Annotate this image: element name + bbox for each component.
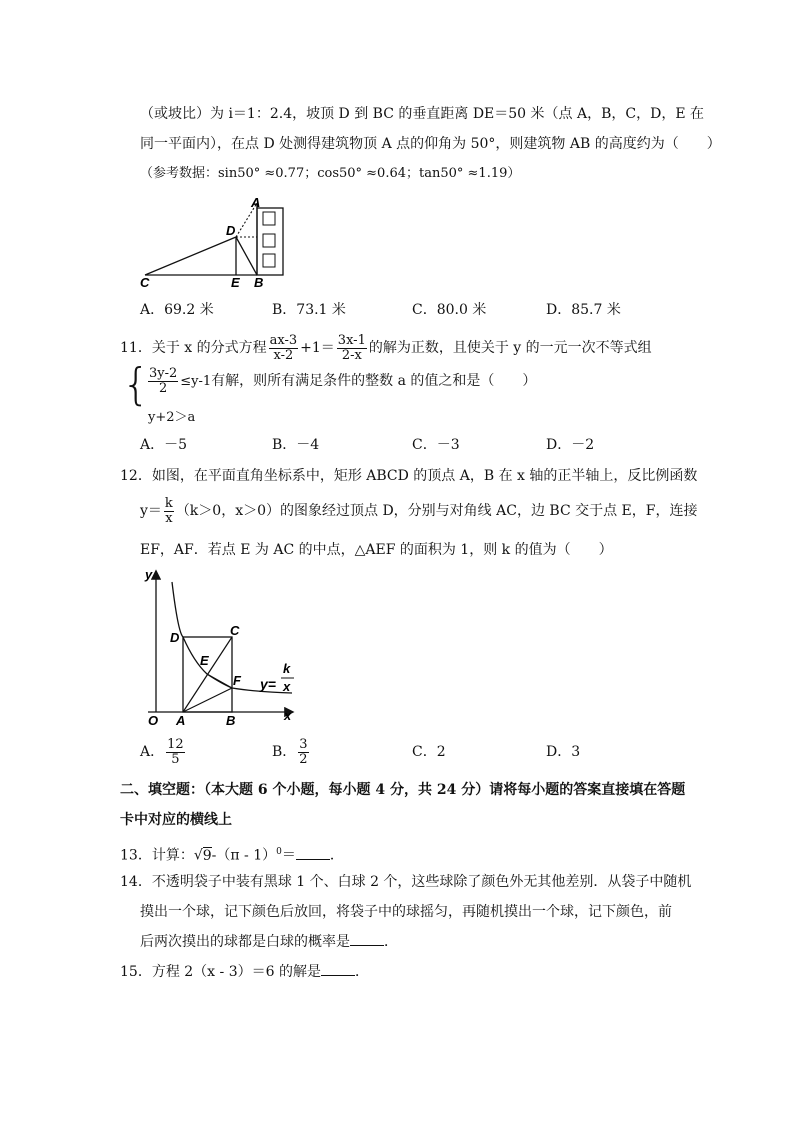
- q10-option-a[interactable]: A．69.2 米: [140, 302, 214, 318]
- label-F: F: [233, 673, 241, 688]
- q12-option-d[interactable]: D．3: [546, 744, 581, 760]
- q13-answer-blank[interactable]: [296, 846, 330, 860]
- q15-text: 15．方程 2（x - 3）＝6 的解是 ．: [120, 964, 369, 980]
- section2-heading-line2: 卡中对应的横线上: [120, 812, 232, 828]
- q14-line1: 14．不透明袋子中装有黑球 1 个、白球 2 个，这些球除了颜色外无其他差别．从袋子中随机: [120, 874, 692, 890]
- label-E: E: [200, 653, 209, 668]
- q10-option-c[interactable]: C．80.0 米: [412, 302, 487, 318]
- q10-text-line1: （或坡比）为 i＝1：2.4，坡顶 D 到 BC 的垂直距离 DE＝50 米（点 A，B，C，D，E 在: [140, 106, 704, 122]
- q15-answer-blank[interactable]: [321, 962, 355, 976]
- q12-stem-line1: 12．如图，在平面直角坐标系中，矩形 ABCD 的顶点 A，B 在 x 轴的正半轴上，反比例函数: [120, 468, 698, 484]
- q12-option-a[interactable]: A． $\frac{12}{5}$: [140, 736, 184, 767]
- curve-equation-y: y=: [260, 676, 276, 692]
- q12-stem-line3: EF，AF．若点 E 为 AC 的中点，△AEF 的面积为 1，则 k 的值为（ ）: [140, 542, 613, 558]
- sqrt-sign: √: [193, 847, 203, 864]
- curve-equation-x: x: [283, 679, 291, 694]
- q11-option-b[interactable]: B．－4: [272, 437, 320, 453]
- q11-stem-line1: 11．关于 x 的分式方程 $\frac{ax-3}{x-2}$ +1＝ $\frac{3x-1}{2-x}$ 的解为正数，且使关于 y 的一元一次不等式组: [120, 332, 652, 363]
- q14-line3: 后两次摸出的球都是白球的概率是 ．: [140, 934, 398, 950]
- q14-line2: 摸出一个球，记下颜色后放回，将袋子中的球摇匀，再随机摸出一个球，记下颜色，前: [140, 904, 672, 920]
- section2-heading-line1: 二、填空题：（本大题 6 个小题，每小题 4 分，共 24 分）请将每小题的答案直接填在答题: [120, 782, 686, 798]
- q11-option-d[interactable]: D．－2: [546, 437, 595, 453]
- q14-answer-blank[interactable]: [350, 932, 384, 946]
- q11-fraction-2: $\frac{3x-1}{2-x}$: [337, 332, 366, 363]
- label-C: C: [140, 275, 150, 290]
- q11-option-a[interactable]: A．－5: [140, 437, 188, 453]
- window-1: [263, 212, 275, 225]
- q12-figure: [142, 562, 302, 727]
- curve-equation-k: k: [283, 661, 291, 676]
- line-CD: [145, 237, 236, 275]
- label-D: D: [170, 630, 180, 645]
- label-C: C: [230, 623, 240, 638]
- label-x: x: [284, 708, 292, 723]
- label-B: B: [226, 713, 236, 727]
- label-E: E: [231, 275, 240, 290]
- label-A: A: [251, 195, 261, 210]
- q12-option-c[interactable]: C．2: [412, 744, 446, 760]
- q11-fraction-1: $\frac{ax-3}{x-2}$: [269, 332, 298, 363]
- q10-text-line2: 同一平面内），在点 D 处测得建筑物顶 A 点的仰角为 50°，则建筑物 AB 的高度约为（ ）: [140, 136, 721, 152]
- q13-text: 13．计算：√9-（π - 1）$^0$＝ ．: [120, 847, 344, 864]
- line-DB: [236, 237, 257, 275]
- window-2: [263, 234, 275, 247]
- q10-reference-data: （参考数据：sin50° ≈0.77；cos50° ≈0.64；tan50° ≈1.19）: [140, 166, 521, 181]
- label-A: A: [176, 713, 186, 727]
- q12-option-b[interactable]: B． $\frac{3}{2}$: [272, 736, 308, 767]
- q11-inequality-1: $\frac{3y-2}{2}$ ≤y-1有解，则所有满足条件的整数 a 的值之和是（ ）: [149, 365, 537, 396]
- q11-system-brace: {: [122, 359, 150, 410]
- label-D: D: [226, 223, 236, 238]
- label-y: y: [145, 567, 153, 582]
- q11-inequality-2: y+2＞a: [148, 410, 196, 425]
- label-O: O: [148, 713, 159, 727]
- q10-option-d[interactable]: D．85.7 米: [546, 302, 621, 318]
- q10-figure: [138, 195, 293, 290]
- q12-stem-line2: y＝ $\frac{k}{x}$ （k＞0，x＞0）的图象经过顶点 D，分别与对角线 AC，边 BC 交于点 E，F，连接: [140, 495, 698, 526]
- window-3: [263, 254, 275, 267]
- q11-option-c[interactable]: C．－3: [412, 437, 460, 453]
- label-B: B: [254, 275, 264, 290]
- q10-option-b[interactable]: B．73.1 米: [272, 302, 346, 318]
- building: [257, 208, 283, 275]
